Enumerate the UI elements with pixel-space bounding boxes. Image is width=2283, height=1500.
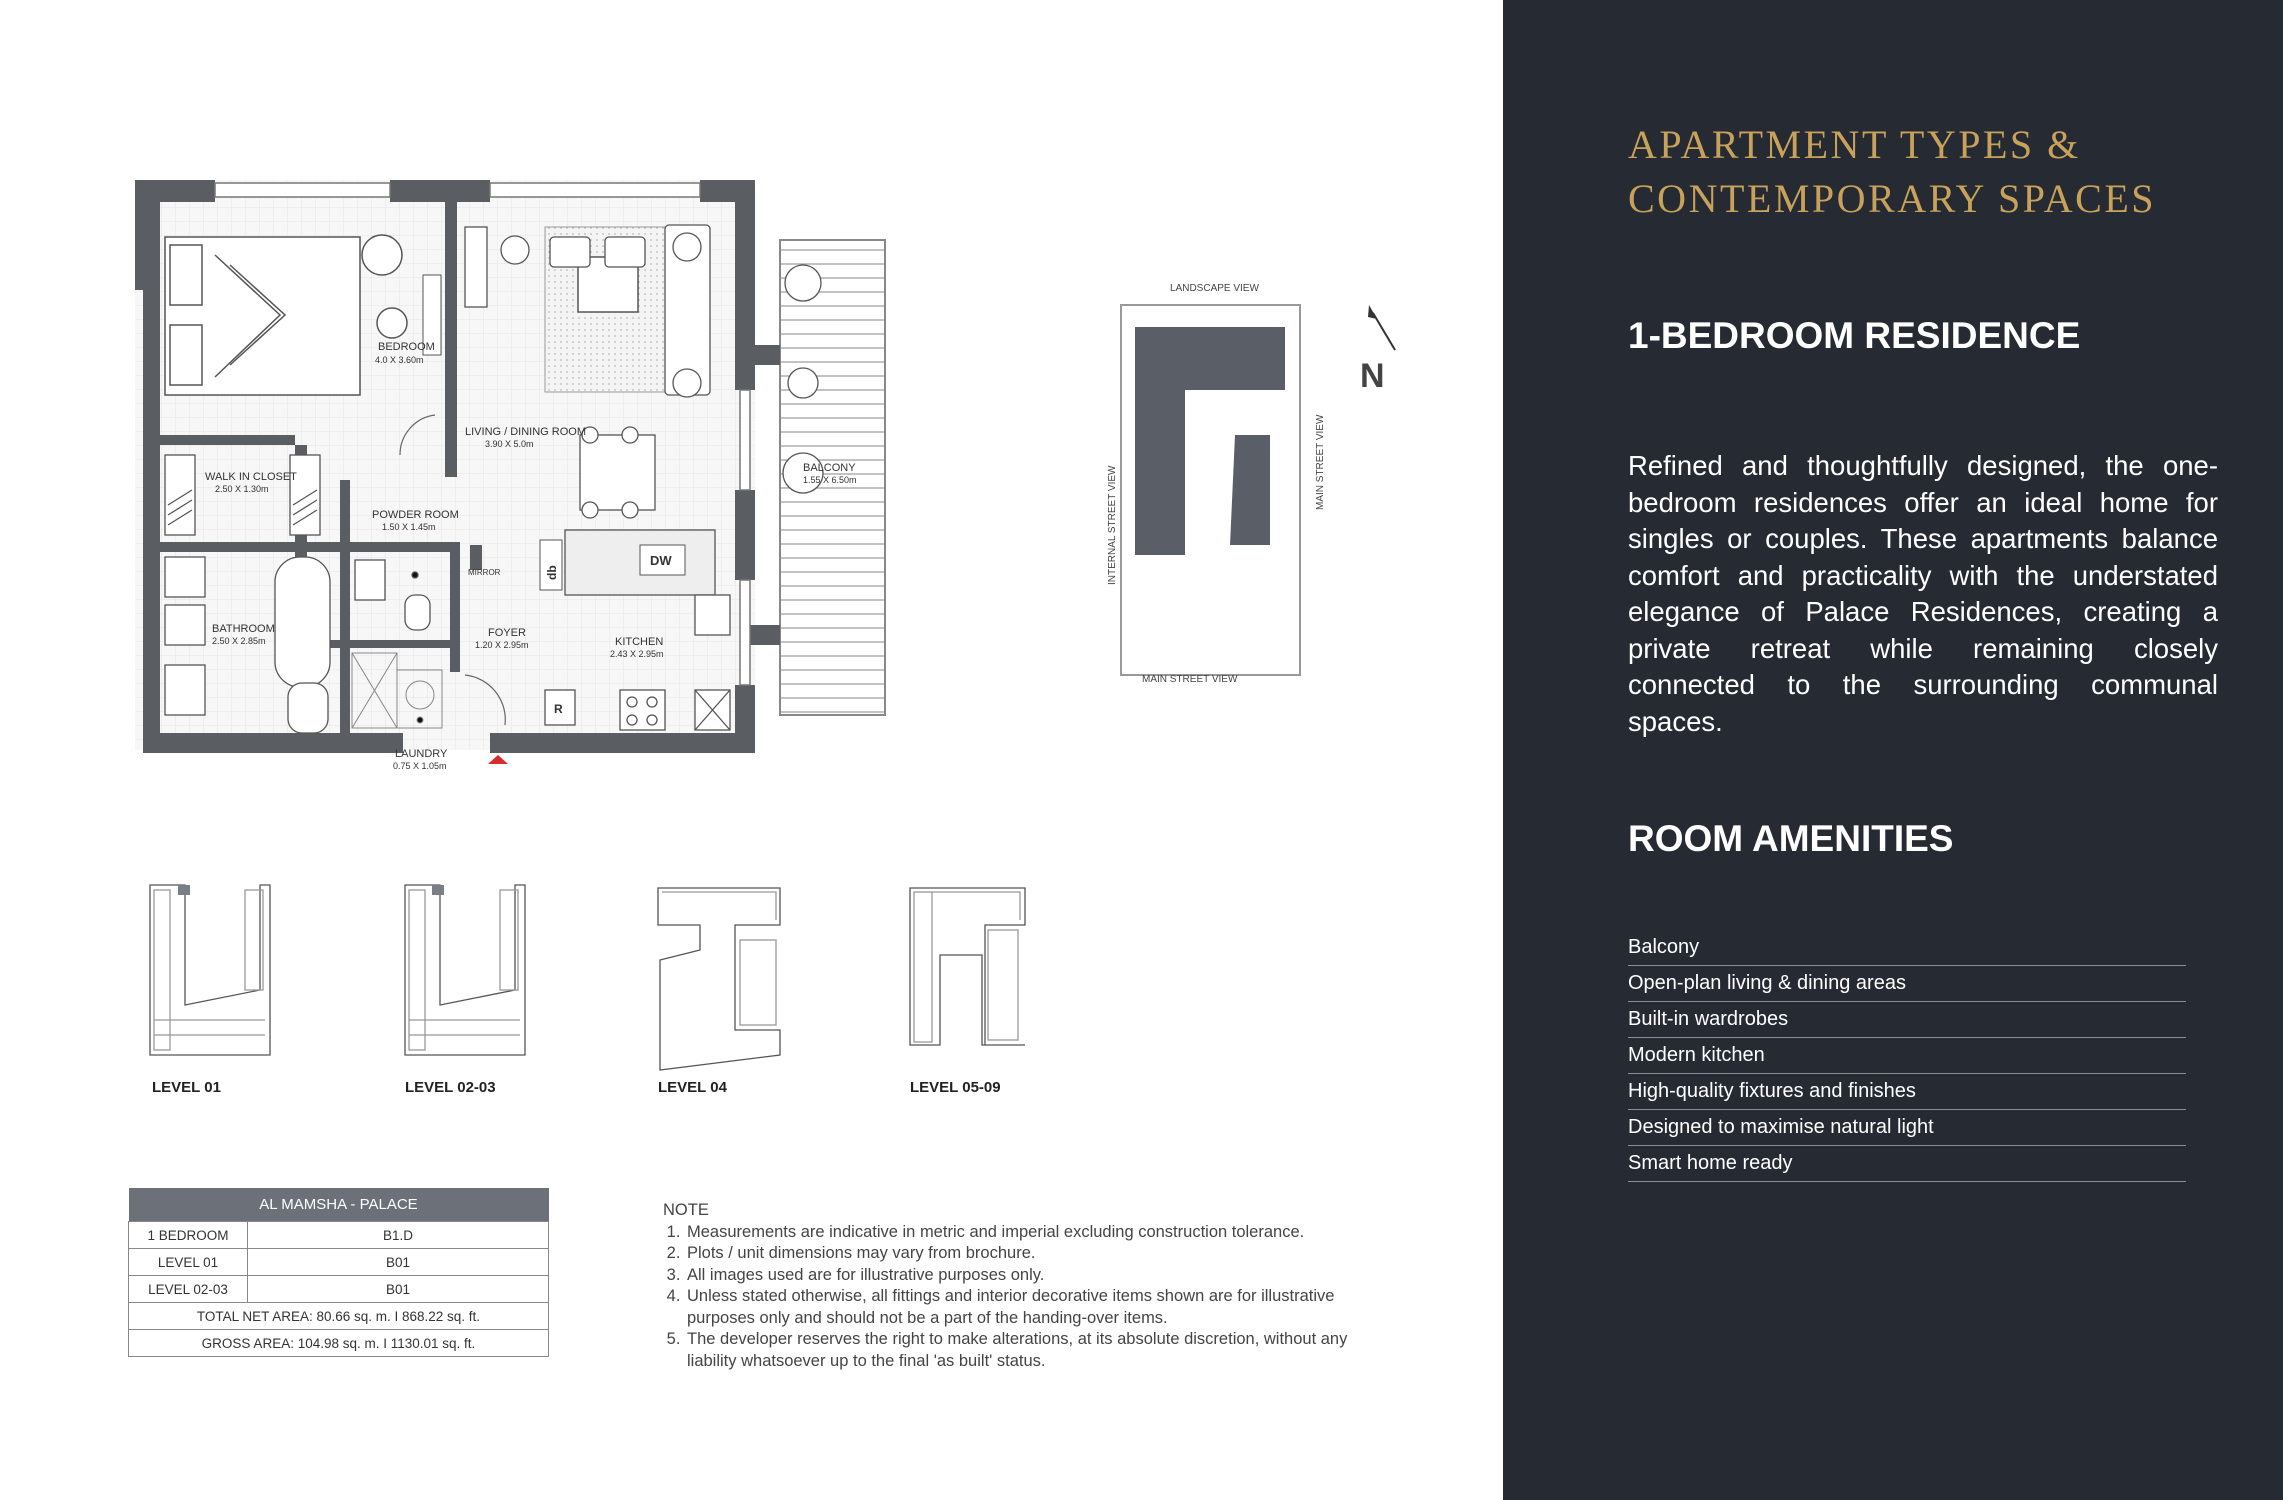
level-04-plan (658, 888, 780, 1070)
living-label: LIVING / DINING ROOM (465, 426, 587, 438)
level-05-09-plan (910, 888, 1025, 1045)
note-item: 5. The developer reserves the right to make alterations, at its absolute discretion, without any liability whatsoever up to the final 'as built' status. (685, 1329, 1383, 1372)
table-row (129, 1222, 549, 1249)
list-item: Modern kitchen (1628, 1038, 2186, 1074)
amenities-title: ROOM AMENITIES (1628, 818, 1954, 859)
level-05-09-label: LEVEL 05-09 (910, 1079, 1001, 1096)
level-02-03-plan (405, 885, 525, 1055)
walkin-dim: 2.50 X 1.30m (215, 484, 269, 494)
r-label: R (554, 702, 563, 716)
level-04-label: LEVEL 04 (658, 1079, 727, 1096)
list-item: Smart home ready (1628, 1146, 2186, 1182)
row-label: LEVEL 02-03 (129, 1276, 248, 1303)
laundry-dim: 0.75 X 1.05m (393, 761, 447, 771)
internal-street-view-label: INTERNAL STREET VIEW (1107, 465, 1118, 585)
section-title-line-1: APARTMENT TYPES & (1628, 122, 2081, 167)
foyer-label: FOYER (488, 627, 526, 639)
unit-description: Refined and thoughtfully designed, the one-bedroom residences offer an ideal home for singles or couples. These apartments balance comfort and practicality with the understated elegance of Palace Residences, creating a private retreat while remaining closely connected to the surrounding communal spaces. (1628, 450, 2218, 737)
info-panel (1503, 0, 2283, 1500)
floor-plan (120, 165, 900, 785)
row-label: LEVEL 01 (129, 1249, 248, 1276)
note-item: 2. Plots / unit dimensions may vary from brochure. (685, 1243, 1383, 1265)
bathroom-dim: 2.50 X 2.85m (212, 636, 266, 646)
unit-title: 1-BEDROOM RESIDENCE (1628, 315, 2081, 356)
row-value: B01 (248, 1276, 549, 1303)
level-01-label: LEVEL 01 (152, 1079, 221, 1096)
table-row (129, 1249, 549, 1276)
amenities-list (1628, 930, 2186, 1182)
north-label: N (1360, 357, 1385, 395)
list-item: Balcony (1628, 930, 2186, 966)
section-title-line-2: CONTEMPORARY SPACES (1628, 176, 2157, 221)
list-item: Built-in wardrobes (1628, 1002, 2186, 1038)
mirror-label: MIRROR (468, 568, 501, 577)
landscape-view-label: LANDSCAPE VIEW (1170, 283, 1259, 294)
list-item: Open-plan living & dining areas (1628, 966, 2186, 1002)
section-title (1628, 118, 2248, 226)
level-02-03-label: LEVEL 02-03 (405, 1079, 496, 1096)
bed-icon (165, 237, 360, 395)
bathroom-label: BATHROOM (212, 623, 275, 635)
info-table-header: AL MAMSHA - PALACE (129, 1188, 549, 1222)
table-row (129, 1330, 549, 1357)
level-plans (140, 880, 1040, 1100)
entrance-marker (488, 755, 508, 764)
list-item: Designed to maximise natural light (1628, 1110, 2186, 1146)
walkin-label: WALK IN CLOSET (205, 471, 297, 483)
balcony-label: BALCONY (803, 462, 856, 474)
bedroom-dim: 4.0 X 3.60m (375, 355, 424, 365)
note-item: 3. All images used are for illustrative purposes only. (685, 1265, 1383, 1287)
dw-label: DW (650, 553, 672, 568)
main-street-view-right: MAIN STREET VIEW (1315, 414, 1326, 510)
living-dim: 3.90 X 5.0m (485, 439, 534, 449)
kitchen-dim: 2.43 X 2.95m (610, 649, 664, 659)
balcony-dim: 1.55 X 6.50m (803, 475, 857, 485)
site-plan (1085, 275, 1415, 705)
notes-title: NOTE (663, 1201, 709, 1219)
list-item: High-quality fixtures and finishes (1628, 1074, 2186, 1110)
total-net-area: TOTAL NET AREA: 80.66 sq. m. I 868.22 sq. ft. (129, 1303, 549, 1330)
unit-info-table (128, 1188, 549, 1357)
powder-dim: 1.50 X 1.45m (382, 522, 436, 532)
building-block-2 (1230, 435, 1270, 545)
notes (663, 1200, 1383, 1372)
bedroom-label: BEDROOM (378, 341, 435, 353)
row-value: B1.D (248, 1222, 549, 1249)
table-row (129, 1303, 549, 1330)
kitchen-label: KITCHEN (615, 636, 664, 648)
main-street-view-bottom: MAIN STREET VIEW (1142, 674, 1238, 685)
laundry-label: LAUNDRY (395, 748, 448, 760)
gross-area: GROSS AREA: 104.98 sq. m. I 1130.01 sq. ft. (129, 1330, 549, 1357)
row-label: 1 BEDROOM (129, 1222, 248, 1249)
table-row (129, 1276, 549, 1303)
note-item: 1. Measurements are indicative in metric and imperial excluding construction tolerance. (685, 1222, 1383, 1244)
db-label: db (545, 565, 559, 580)
level-01-plan (150, 885, 270, 1055)
powder-label: POWDER ROOM (372, 509, 459, 521)
row-value: B01 (248, 1249, 549, 1276)
note-item: 4. Unless stated otherwise, all fittings and interior decorative items shown are for illustrative purposes only and should not be a part of the handing-over items. (685, 1286, 1383, 1329)
foyer-dim: 1.20 X 2.95m (475, 640, 529, 650)
